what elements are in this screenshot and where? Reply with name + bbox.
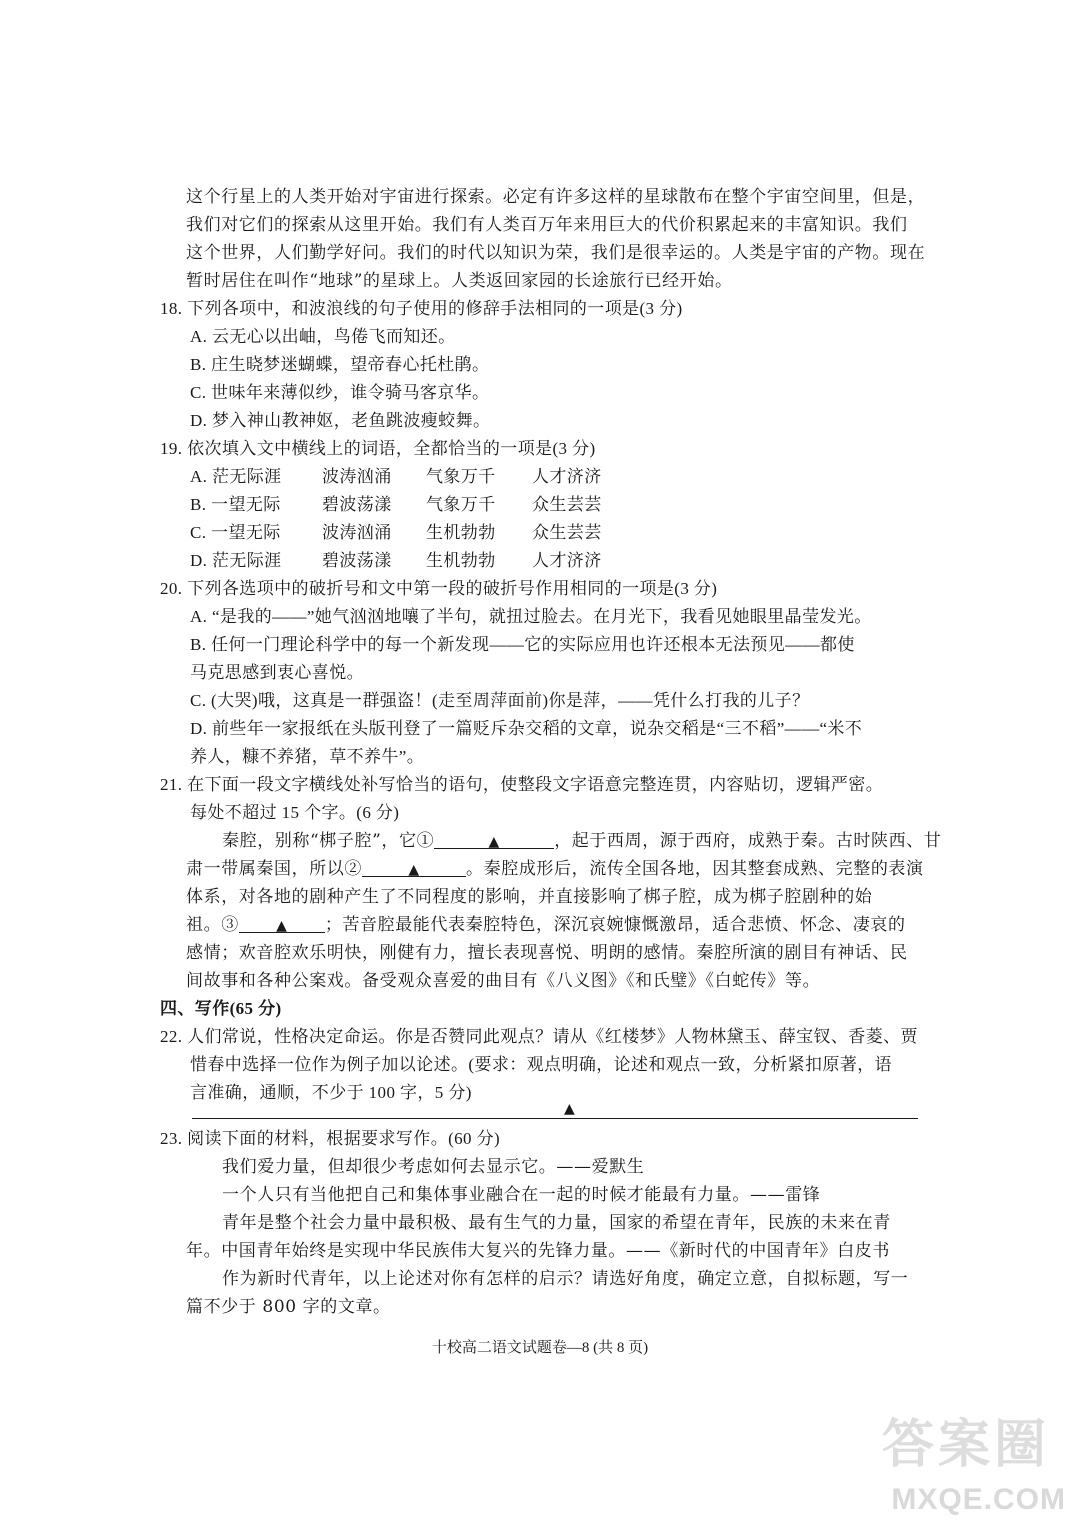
q18-stem: 18. 下列各项中，和波浪线的句子使用的修辞手法相同的一项是(3 分) xyxy=(160,299,683,318)
q19-d-word-1: D. 茫无际涯 xyxy=(190,551,282,570)
q21-text: ，起于西周，源于西府，成熟于秦。古时陕西、甘 xyxy=(554,831,942,851)
q20-stem: 20. 下列各选项中的破折号和文中第一段的破折号作用相同的一项是(3 分) xyxy=(160,579,718,598)
q19-option-b xyxy=(190,494,281,516)
q21-text: 。秦腔成形后，流传全国各地，因其整套成熟、完整的表演 xyxy=(466,859,924,879)
q19-a-word-4: 人才济济 xyxy=(532,467,602,486)
q23-stem: 23. 阅读下面的材料，根据要求写作。(60 分) xyxy=(160,1129,501,1148)
q19-d-word-2: 碧波荡漾 xyxy=(322,551,392,570)
watermark-url: MXQE.COM xyxy=(891,1483,1066,1516)
blank-number-2: ② xyxy=(344,859,363,879)
q21-text: 祖。 xyxy=(186,915,222,935)
q23-requirement-line-1: 作为新时代青年，以上论述对你有怎样的启示？请选好角度，确定立意，自拟标题，写一 xyxy=(222,1269,909,1289)
q19-b-word-4: 众生芸芸 xyxy=(532,495,602,514)
page-footer: 十校高二语文试题卷—8 (共 8 页) xyxy=(431,1340,649,1356)
q20-option-a: A. “是我的——”她气汹汹地嚷了半句，就扭过脸去。在月光下，我看见她眼里晶莹发光。 xyxy=(190,607,872,626)
q21-paragraph-line-6: 间故事和各种公案戏。备受观众喜爱的曲目有《八义图》《和氏璧》《白蛇传》等。 xyxy=(186,971,821,991)
watermark-text-big: 答案圈 xyxy=(881,1415,1050,1475)
q23-material-3-line-2: 年。中国青年始终是实现中华民族伟大复兴的先锋力量。——《新时代的中国青年》白皮书 xyxy=(186,1241,890,1261)
q21-paragraph-line-1 xyxy=(222,830,941,852)
triangle-icon: ▲ xyxy=(276,918,288,934)
q20-option-b-line-1: B. 任何一门理论科学中的每一个新发现——它的实际应用也许还根本无法预见——都使 xyxy=(190,635,855,654)
q23-material-2: 一个人只有当他把自己和集体事业融合在一起的时候才能最有力量。——雷锋 xyxy=(222,1185,821,1205)
passage-line-4: 暂时居住在叫作“地球”的星球上。人类返回家园的长途旅行已经开始。 xyxy=(186,271,733,291)
q23-material-1: 我们爱力量，但却很少考虑如何去显示它。——爱默生 xyxy=(222,1157,645,1177)
q21-paragraph-line-2 xyxy=(186,858,924,880)
passage-line-3: 这个世界，人们勤学好问。我们的时代以知识为荣，我们是很幸运的。人类是宇宙的产物。现在 xyxy=(186,243,926,263)
q19-stem: 19. 依次填入文中横线上的词语，全都恰当的一项是(3 分) xyxy=(160,439,596,458)
q19-c-word-3: 生机勃勃 xyxy=(426,523,496,542)
triangle-icon: ▲ xyxy=(488,834,500,850)
q19-a-word-1: A. 茫无际涯 xyxy=(190,467,282,486)
q18-option-a: A. 云无心以出岫，鸟倦飞而知还。 xyxy=(190,327,456,346)
answer-blank-2[interactable] xyxy=(362,858,466,877)
watermark-logo xyxy=(840,1417,1080,1527)
answer-blank-1[interactable] xyxy=(434,830,554,849)
q21-paragraph-line-3: 体系，对各地的剧种产生了不同程度的影响，并直接影响了梆子腔，成为梆子腔剧种的始 xyxy=(186,887,873,907)
q21-text: ；苦音腔最能代表秦腔特色，深沉哀婉慷慨激昂，适合悲愤、怀念、凄哀的 xyxy=(324,915,906,935)
q19-a-word-3: 气象万千 xyxy=(426,467,496,486)
q19-c-word-4: 众生芸芸 xyxy=(532,523,602,542)
passage-line-2: 我们对它们的探索从这里开始。我们有人类百万年来用巨大的代价积累起来的丰富知识。我们 xyxy=(186,215,908,235)
q19-c-word-2: 波涛汹涌 xyxy=(322,523,392,542)
q21-stem-line-1: 21. 在下面一段文字横线处补写恰当的语句，使整段文字语意完整连贯，内容贴切，逻辑严密。 xyxy=(160,775,884,794)
q18-option-b: B. 庄生晓梦迷蝴蝶，望帝春心托杜鹃。 xyxy=(190,355,490,374)
section-heading-writing: 四、写作(65 分) xyxy=(160,999,282,1018)
q21-stem-line-2: 每处不超过 15 个字。(6 分) xyxy=(190,803,400,822)
answer-blank-3[interactable] xyxy=(239,914,325,933)
q19-option-a xyxy=(190,466,282,488)
answer-line[interactable] xyxy=(192,1118,918,1119)
blank-number-1: ① xyxy=(416,831,435,851)
q19-b-word-1: B. 一望无际 xyxy=(190,495,281,514)
q19-d-word-4: 人才济济 xyxy=(532,551,602,570)
triangle-icon: ▲ xyxy=(564,1101,575,1117)
q20-option-b-line-2: 马克思感到衷心喜悦。 xyxy=(190,663,364,682)
q19-c-word-1: C. 一望无际 xyxy=(190,523,281,542)
q19-option-c xyxy=(190,522,281,544)
q22-stem-line-1: 22. 人们常说，性格决定命运。你是否赞同此观点？请从《红楼梦》人物林黛玉、薛宝钗、香菱、贾 xyxy=(160,1027,918,1046)
q23-material-3-line-1: 青年是整个社会力量中最积极、最有生气的力量，国家的希望在青年，民族的未来在青 xyxy=(222,1213,891,1233)
q22-stem-line-3: 言准确，通顺，不少于 100 字，5 分) xyxy=(190,1083,472,1102)
passage-line-1: 这个行星上的人类开始对宇宙进行探索。必定有许多这样的星球散布在整个宇宙空间里，但是， xyxy=(186,187,926,207)
q23-requirement-line-2: 篇不少于 800 字的文章。 xyxy=(186,1297,391,1317)
q18-option-d: D. 梦入神山教神妪，老鱼跳波瘦蛟舞。 xyxy=(190,411,491,430)
q20-option-c: C. (大哭)哦，这真是一群强盗！(走至周萍面前)你是萍，——凭什么打我的儿子？ xyxy=(190,691,810,710)
q21-text: 肃一带属秦国，所以 xyxy=(186,859,345,879)
q19-a-word-2: 波涛汹涌 xyxy=(322,467,392,486)
q19-option-d xyxy=(190,550,282,572)
q19-d-word-3: 生机勃勃 xyxy=(426,551,496,570)
blank-number-3: ③ xyxy=(221,915,239,935)
q21-paragraph-line-4 xyxy=(186,914,906,936)
q18-option-c: C. 世味年来薄似纱，谁令骑马客京华。 xyxy=(190,383,490,402)
q19-b-word-2: 碧波荡漾 xyxy=(322,495,392,514)
q21-paragraph-line-5: 感情；欢音腔欢乐明快，刚健有力，擅长表现喜悦、明朗的感情。秦腔所演的剧目有神话、民 xyxy=(186,943,908,963)
q21-text: 秦腔，别称“梆子腔”，它 xyxy=(222,831,417,851)
q20-option-d-line-1: D. 前些年一家报纸在头版刊登了一篇贬斥杂交稻的文章，说杂交稻是“三不稻”——“米不 xyxy=(190,719,863,738)
q19-b-word-3: 气象万千 xyxy=(426,495,496,514)
q20-option-d-line-2: 养人，糠不养猪，草不养牛”。 xyxy=(190,747,425,766)
triangle-icon: ▲ xyxy=(408,862,420,878)
q22-stem-line-2: 惜春中选择一位作为例子加以论述。(要求：观点明确，论述和观点一致，分析紧扣原著，语 xyxy=(190,1055,893,1074)
